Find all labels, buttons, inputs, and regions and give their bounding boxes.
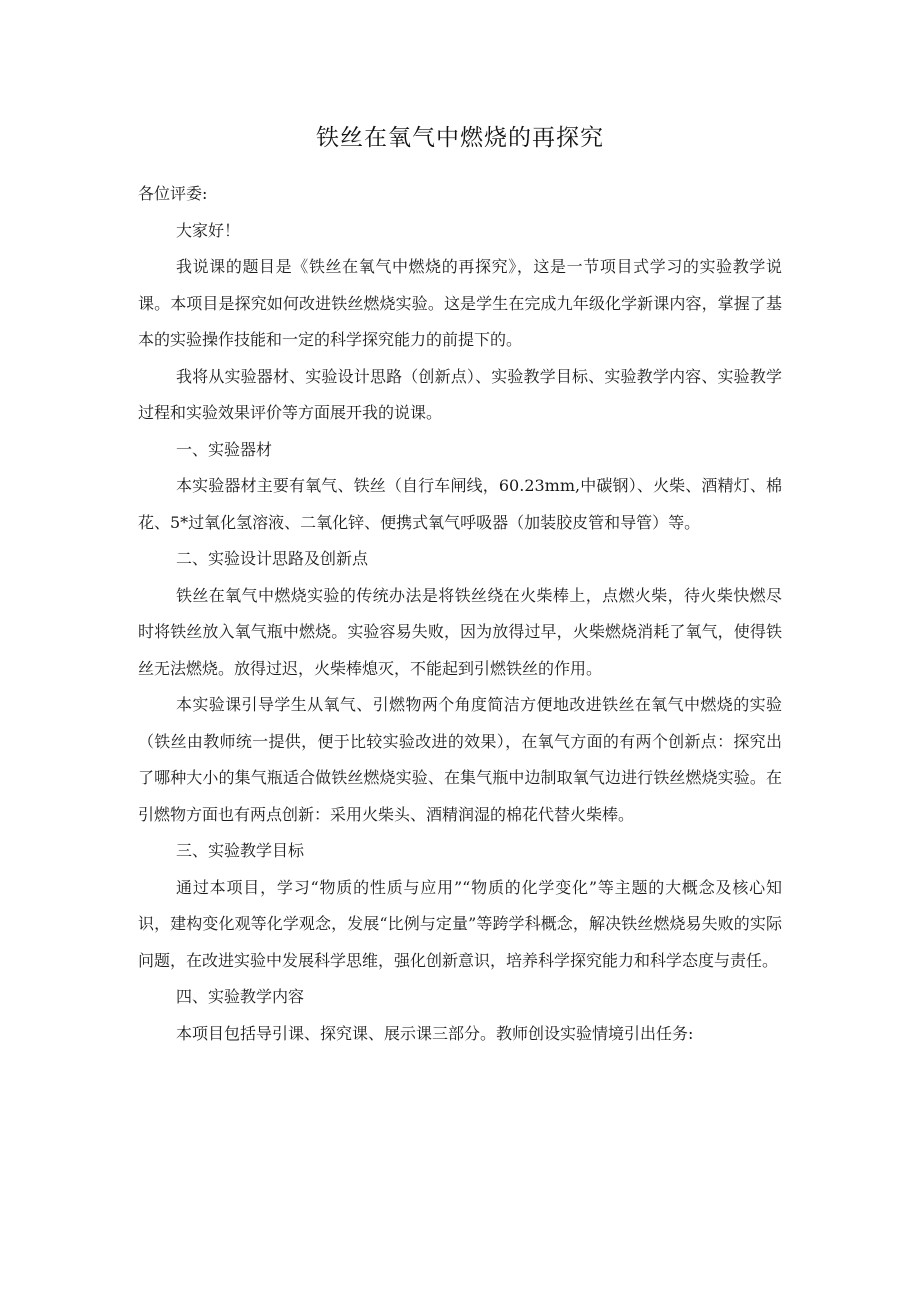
section-paragraph: 铁丝在氧气中燃烧实验的传统办法是将铁丝绕在火柴棒上，点燃火柴，待火柴快燃尽时将铁丝放入氧气瓶中燃烧。实验容易失败，因为放得过早，火柴燃烧消耗了氧气，使得铁丝无法燃烧。放得过迟，火柴棒熄灭，不能起到引燃铁丝的作用。 xyxy=(138,585,782,678)
section-paragraph: 通过本项目，学习“物质的性质与应用”“物质的化学变化”等主题的大概念及核心知识，建构变化观等化学观念，发展“比例与定量”等跨学科概念，解决铁丝燃烧易失败的实际问题，在改进实验中发展科学思维，强化创新意识，培养科学探究能力和科学态度与责任。 xyxy=(138,877,782,970)
section-heading-content: 四、实验教学内容 xyxy=(176,987,305,1006)
document-title: 铁丝在氧气中燃烧的再探究 xyxy=(316,125,604,151)
intro-paragraph: 我将从实验器材、实验设计思路（创新点）、实验教学目标、实验教学内容、实验教学过程和实验效果评价等方面展开我的说课。 xyxy=(138,366,782,422)
intro-paragraph: 我说课的题目是《铁丝在氧气中燃烧的再探究》，这是一节项目式学习的实验教学说课。本项目是探究如何改进铁丝燃烧实验。这是学生在完成九年级化学新课内容，掌握了基本的实验操作技能和一定的科学探究能力的前提下的。 xyxy=(138,257,782,349)
section-paragraph: 本实验器材主要有氧气、铁丝（自行车闸线，60.23mm,中碳钢）、火柴、酒精灯、棉花、5*过氧化氢溶液、二氧化锌、便携式氧气呼吸器（加装胶皮管和导管）等。 xyxy=(138,476,782,532)
section-paragraph: 本实验课引导学生从氧气、引燃物两个角度简洁方便地改进铁丝在氧气中燃烧的实验（铁丝由教师统一提供，便于比较实验改进的效果），在氧气方面的有两个创新点：探究出了哪种大小的集气瓶适合做铁丝燃烧实验、在集气瓶中边制取氧气边进行铁丝燃烧实验。在引燃物方面也有两点创新：采用火柴头、酒精润湿的棉花代替火柴棒。 xyxy=(138,695,782,824)
salutation: 各位评委: xyxy=(138,184,208,203)
section-paragraph: 本项目包括导引课、探究课、展示课三部分。教师创设实验情境引出任务: xyxy=(176,1023,694,1043)
section-heading-goals: 三、实验教学目标 xyxy=(176,841,305,860)
greeting: 大家好！ xyxy=(176,220,241,240)
section-heading-design: 二、实验设计思路及创新点 xyxy=(176,549,369,568)
section-heading-equipment: 一、实验器材 xyxy=(176,439,273,459)
